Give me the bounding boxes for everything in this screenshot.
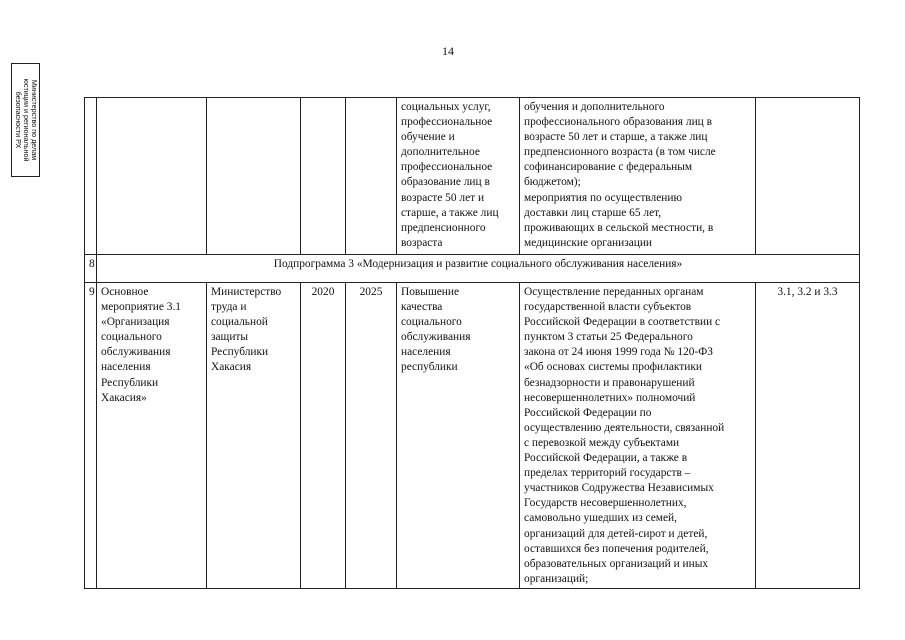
cell-expected-result: Повышение качества социального обслуживания населения республики: [397, 283, 520, 589]
table-row-continuation: [85, 98, 860, 255]
cell-measure-name: [97, 98, 207, 255]
cell-start-year: [301, 98, 346, 255]
table-row-measure: [85, 283, 860, 589]
program-measures-table: [84, 97, 860, 589]
cell-executor: [207, 98, 301, 255]
cell-end-year: [346, 98, 397, 255]
cell-end-year: 2025: [346, 283, 397, 589]
cell-measure-name: Основное мероприятие 3.1 «Организация социального обслуживания населения Республики Хакасия»: [97, 283, 207, 589]
cell-main-directions: Осуществление переданных органам государственной власти субъектов Российской Федерации в соответствии с пунктом 3 статьи 25 Федерального закона от 24 июня 1999 года № 120-ФЗ «Об основах системы профилактики безнадзорности и правонарушений несовершеннолетних» полномочий Российской Федерации по осуществлению деятельности, связанной с перевозкой между субъектами Российской Федерации, а также в пределах территорий государств – участников Содружества Независимых Государств несовершеннолетних, самовольно ушедших из семей, организаций для детей-сирот и детей, оставшихся без попечения родителей, образовательных организаций и иных организаций;: [520, 283, 756, 589]
cell-indicators: 3.1, 3.2 и 3.3: [756, 283, 860, 589]
cell-expected-result: социальных услуг, профессиональное обучение и дополнительное профессиональное образование лиц в возрасте 50 лет и старше, а также лиц предпенсионного возраста: [397, 98, 520, 255]
cell-indicators: [756, 98, 860, 255]
cell-number: 9: [85, 283, 97, 589]
subprogram-title: Подпрограмма 3 «Модернизация и развитие социального обслуживания населения»: [97, 255, 860, 283]
cell-number: 8: [85, 255, 97, 283]
page-number: 14: [442, 44, 454, 58]
stamp-line: юстиции и региональной: [21, 78, 31, 162]
cell-start-year: 2020: [301, 283, 346, 589]
stamp-line: безопасности РХ: [13, 91, 23, 149]
stamp-line: Министерство по делам: [29, 79, 39, 161]
cell-number: [85, 98, 97, 255]
table-row-subprogram: [85, 255, 860, 283]
registration-stamp: [11, 63, 40, 177]
cell-executor: Министерство труда и социальной защиты Республики Хакасия: [207, 283, 301, 589]
cell-main-directions: обучения и дополнительного профессионального образования лиц в возрасте 50 лет и старше, а также лиц предпенсионного возраста (в том числе софинансирование с федеральным бюджетом); мероприятия по осуществлению доставки лиц старше 65 лет, проживающих в сельской местности, в медицинские организации: [520, 98, 756, 255]
